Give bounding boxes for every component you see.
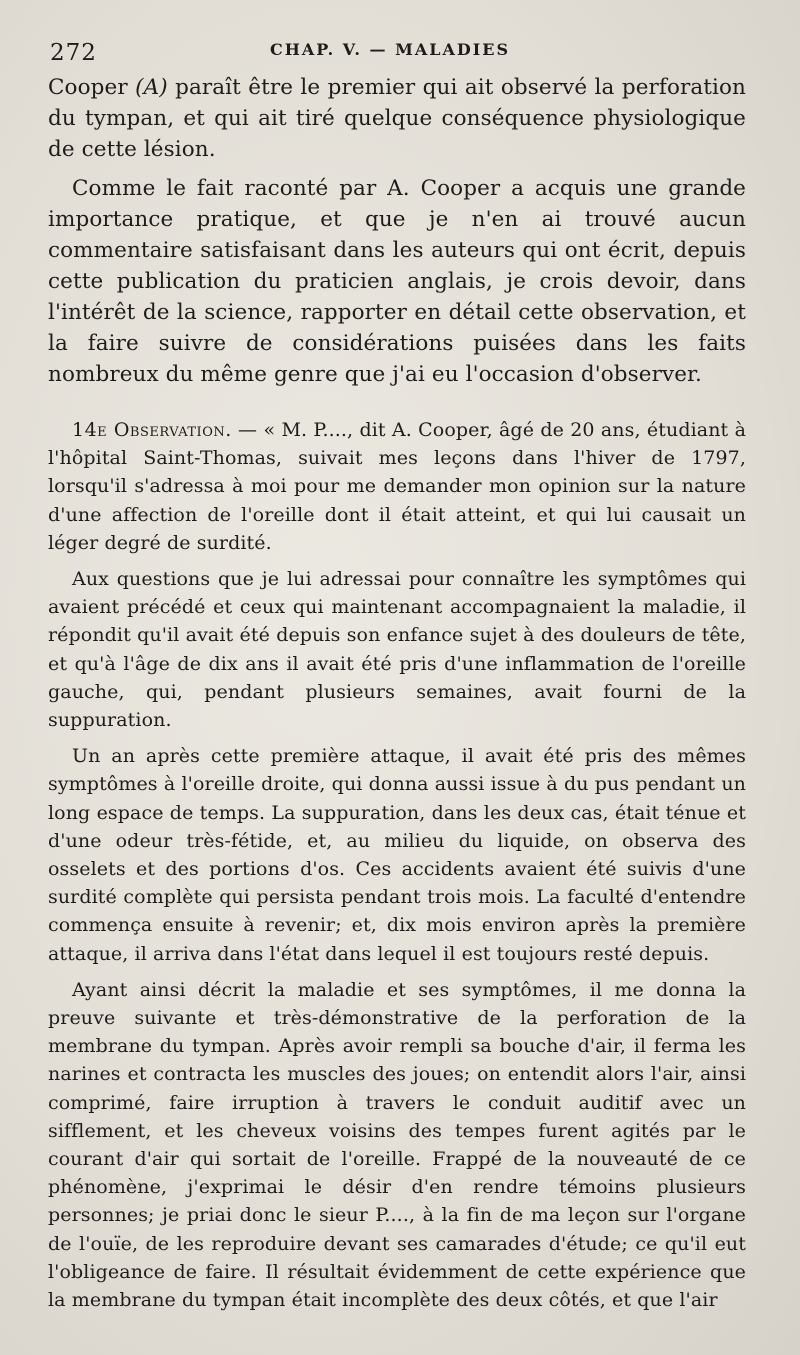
paragraph-importance: Comme le fait raconté par A. Cooper a acquis une grande importance pratique, et que je n'en ai trouvé aucun commentaire satisfaisant dans les auteurs qui ont écrit, depuis cette publication du praticien anglais, je crois devoir, dans l'intérêt de la science, rapporter en détail cette observation, et la faire suivre de considérations puisées dans les faits nombreux du même genre que j'ai eu l'occasion d'observer. [48, 176, 746, 387]
paragraph-second-attack: Un an après cette première attaque, il avait été pris des mêmes symptômes à l'oreille droite, qui donna aussi issue à du pus pendant un long espace de temps. La suppuration, dans les deux cas, était ténue et d'une odeur très-fétide, et, au milieu du liquide, on observa des osselets et des portions d'os. Ces accidents avaient été suivis d'une surdité complète qui persista pendant trois mois. La faculté d'entendre commença ensuite à revenir; et, dix mois environ après la première attaque, il arriva dans l'état dans lequel il est toujours resté depuis. [48, 745, 746, 965]
running-head: CHAP. V. — MALADIES [270, 40, 511, 59]
page-body [48, 72, 746, 1314]
paragraph-text: — « M. P...., dit A. Cooper, âgé de 20 ans, étudiant à l'hôpital Saint-Thomas, suivait mes leçons dans l'hiver de 1797, lorsqu'il s'adressa à moi pour me demander mon opinion sur la nature d'une affection de l'oreille dont il était atteint, et qui lui causait un léger degré de surdité. [48, 419, 746, 554]
page-number: 272 [50, 40, 97, 66]
paragraph-text: paraît être le premier qui ait observé la perforation du tympan, et qui ait tiré quelque conséquence physiologique de cette lésion. [48, 75, 746, 162]
footnote-reference: (A) [135, 75, 168, 100]
paragraph-cooper-intro [48, 72, 746, 165]
paragraph-demonstration: Ayant ainsi décrit la maladie et ses symptômes, il me donna la preuve suivante et très-démonstrative de la perforation de la membrane du tympan. Après avoir rempli sa bouche d'air, il ferma les narines et contracta les muscles des joues; on entendit alors l'air, ainsi comprimé, faire irruption à travers le conduit auditif avec un sifflement, et les cheveux voisins des tempes furent agités par le courant d'air qui sortait de l'oreille. Frappé de la nouveauté de ce phénomène, j'exprimai le désir d'en rendre témoins plusieurs personnes; je priai donc le sieur P...., à la fin de ma leçon sur l'organe de l'ouïe, de les reproduire devant ses camarades d'étude; ce qu'il eut l'obligeance de faire. Il résultait évidemment de cette expérience que la membrane du tympan était incomplète des deux côtés, et que l'air [48, 978, 746, 1312]
paragraph-text: Cooper [48, 75, 136, 100]
page-header [50, 36, 750, 70]
paragraph-symptoms: Aux questions que je lui adressai pour connaître les symptômes qui avaient précédé et ceux qui maintenant accompagnaient la maladie, il répondit qu'il avait été depuis son enfance sujet à des douleurs de tête, et qu'à l'âge de dix ans il avait été pris d'une inflammation de l'oreille gauche, qui, pendant plusieurs semaines, avait fourni de la suppuration. [48, 568, 746, 732]
paragraph-observation [48, 416, 746, 557]
observation-label: 14e Observation. [72, 419, 232, 441]
